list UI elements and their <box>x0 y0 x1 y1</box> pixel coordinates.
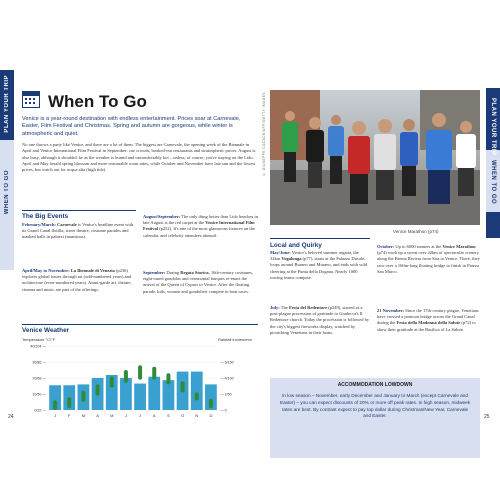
month-label: J <box>139 413 142 418</box>
temp-tick-label: 0/32 — <box>34 408 46 413</box>
event-date: April/May to November: <box>22 268 70 273</box>
event-date: 21 November: <box>377 308 405 313</box>
body-paragraph: No one throws a party like Venice, and there are a lot of them. The biggest are Carnevale, the opening week of the Biennale in April and Venice International Film Festival in September: cue crowds, booked-out restaurants and stratospheric prices. August is also busy, although it shouldn't be as the weather is humid and uncomfortably hot – unless, of course, you're staying on the Lido. April and May herald spring blossom and more reasonable room rates, while October and November have late sun and the lowest prices, but watch out for acqua alta (high tide). <box>22 142 256 173</box>
accommodation-body: In low season – November, early December and January to March (except Carnevale and Easter) – you can expect discounts of 20% or more off peak rates. In high season, midweek rates are best. By contrast expect to pay top dollar during Christmas/New Year, Carnevale and Easter. <box>279 393 471 419</box>
event-desc: (p72) to show their gratitude at the Basilica of La Salute. <box>377 320 476 332</box>
event-name: La Biennale di Venezia <box>70 268 115 273</box>
photo-credit: © GIUSEPPE CACACE/AFP/GETTY IMAGES <box>262 92 266 177</box>
month-label: A <box>152 413 156 418</box>
event-film-festival <box>143 214 258 239</box>
temp-range <box>166 373 170 384</box>
event-name: Vogalonga <box>281 256 302 262</box>
temp-range <box>110 376 114 387</box>
temp-range <box>209 399 213 409</box>
section-label-right: PLAN YOUR TRIP <box>490 98 496 156</box>
temp-tick-label: 30/86 — <box>32 360 46 365</box>
month-label: F <box>68 413 71 418</box>
month-label: A <box>96 413 99 418</box>
rainfall-axis-label: Rainfall inches/mm <box>218 337 252 342</box>
event-date: July: <box>270 305 280 310</box>
event-desc: Venice's beloved summer regatta, the 32km <box>270 250 359 262</box>
rain-tick-label: — 0 <box>220 408 227 413</box>
temp-tick-label: 10/50 — <box>32 392 46 397</box>
event-biennale <box>22 268 136 293</box>
event-regata <box>143 270 258 295</box>
page-title: When To Go <box>48 92 147 111</box>
temp-range <box>96 384 100 395</box>
rain-tick-label: — 2/50 <box>220 392 232 397</box>
temp-range <box>81 391 85 402</box>
temp-tick-label: 40/104 — <box>30 344 46 349</box>
event-desc: Up to 6000 runners at the <box>394 244 443 249</box>
weather-heading: Venice Weather <box>22 327 70 334</box>
weather-chart <box>22 342 258 420</box>
page-number-left: 24 <box>8 414 14 420</box>
temp-range <box>195 392 199 400</box>
month-label: O <box>181 413 185 418</box>
month-label: S <box>167 413 170 418</box>
event-name: Festa del Redentore <box>288 305 328 310</box>
event-desc: (p236) explores global issues through art (odd-numbered years) and architecture (even-numbered years). Avant-garde art, theatre, cinema and music are part of the offerings. <box>22 268 132 292</box>
event-marathon <box>377 244 480 275</box>
month-label: J <box>54 413 57 418</box>
temp-range <box>138 365 142 379</box>
event-vogalonga <box>270 250 370 281</box>
event-name: Carnevale <box>57 222 77 227</box>
event-date: August/September: <box>143 214 181 219</box>
month-label: M <box>81 413 86 418</box>
event-date: February/March: <box>22 222 56 227</box>
temp-range <box>152 367 156 380</box>
section-label-left: PLAN YOUR TRIP <box>4 75 10 133</box>
photo-caption: Venice Marathon (p74) <box>393 229 439 234</box>
rain-tick-label: — 6/150 <box>220 360 234 365</box>
event-carnevale <box>22 222 136 241</box>
intro-text: Venice is a year-round destination with endless entertainment. Prices soar at Carnevale, Easter, Film Festival and Christmas. Spring and autumn are gorgeous, while winter is atmospheric and quiet. <box>22 116 241 137</box>
temp-range <box>124 370 128 383</box>
event-desc: (p74) work up a sweat over 42km of spectacular scenery along the Brenta Riviera from Stra to Venice. There, they race over a 160m-long floating bridge to finish in Piazza San Marco. <box>377 250 480 274</box>
rain-bar <box>134 384 146 410</box>
event-desc: Since the 17th-century plague, Venetians have crossed a pontoon bridge across the Grand Canal during the <box>377 308 479 326</box>
event-name: Festa della Madonna della Salute <box>396 320 461 326</box>
event-desc: The only thing hotter than Lido beaches in late August is the red carpet at the <box>143 214 258 226</box>
chapter-label-left: WHEN TO GO <box>4 170 10 215</box>
month-label: D <box>209 413 213 418</box>
temp-range <box>181 381 185 392</box>
rain-bar <box>163 380 175 410</box>
month-label: J <box>124 413 127 418</box>
month-label: N <box>195 413 199 418</box>
temp-tick-label: 20/68 — <box>32 376 46 381</box>
event-desc: is Venice's headline event with its Grand Canal flotilla, street theatre, costume parades and masked balls in palazzi (mansions). <box>22 222 134 240</box>
rain-bar <box>191 372 203 410</box>
calendar-icon <box>22 91 40 108</box>
event-desc: The <box>279 305 289 310</box>
page-number-right: 25 <box>484 414 490 420</box>
local-heading: Local and Quirky <box>270 242 322 249</box>
event-date: September: <box>143 270 166 275</box>
event-desc: During <box>165 270 181 275</box>
event-redentore <box>270 305 370 336</box>
event-desc: (p252). It's one of the most glamorous fixtures on the calendar, and celebrity attendees abound. <box>143 226 255 238</box>
event-name: Venice Marathon <box>442 244 476 249</box>
event-desc: , 16th-century costumes, eight-oared gondolas and ceremonial barques re-enact the arrival of the Queen of Cyprus to Venice. After the floating parade, kids, women and gondolieri compete in boat races. <box>143 270 253 294</box>
month-label: M <box>110 413 114 418</box>
event-desc: (p249), started as a post-plague procession of gratitude to Giudecca's Il Redentore church. Today the procession is followed by the city's biggest fireworks display, watched by picnicking Venetians in their boats. <box>270 305 370 335</box>
accommodation-title: ACCOMMODATION LOWDOWN <box>337 382 413 388</box>
rain-bar <box>148 377 160 410</box>
temp-range <box>53 400 57 410</box>
section-rule <box>270 238 370 239</box>
event-name: Regata Storica <box>180 270 209 275</box>
event-date: May/June: <box>270 250 291 255</box>
event-salute <box>377 308 480 333</box>
section-rule <box>22 324 258 325</box>
marathon-photo <box>270 90 480 225</box>
event-date: October: <box>377 244 395 249</box>
temp-range <box>67 397 71 408</box>
event-desc: (p77), starts at the Palazzo Ducale, loops around Burano and Murano, and ends with wild cheering at the Punta della Dogana. Nearly 1000 rowing teams compete. <box>270 256 368 280</box>
rain-tick-label: — 4/100 <box>220 376 234 381</box>
temperature-axis-label: Temperature °C/°F <box>22 337 56 342</box>
section-rule <box>22 210 136 211</box>
chapter-label-right: WHEN TO GO <box>490 160 496 205</box>
event-name: Venice International Film Festival <box>143 220 255 232</box>
big-events-heading: The Big Events <box>22 213 69 220</box>
